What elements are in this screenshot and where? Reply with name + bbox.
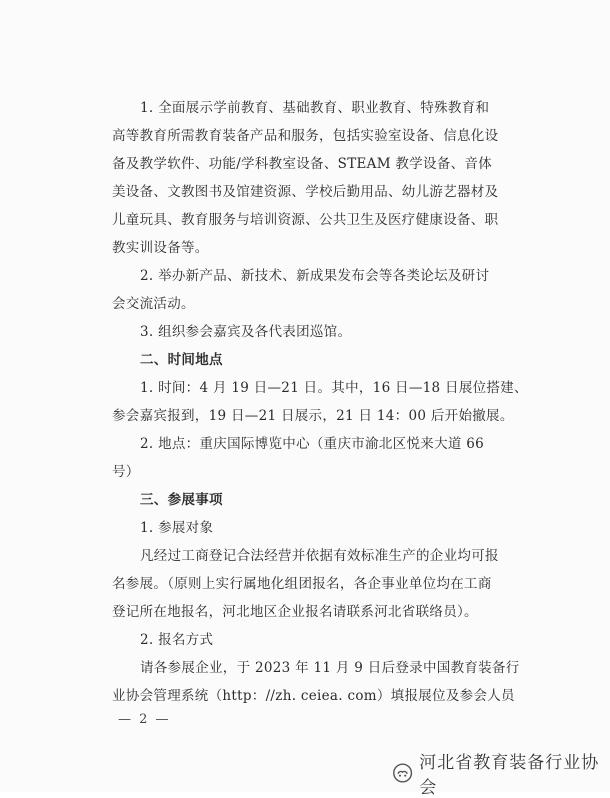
section-heading: 三、参展事项 (140, 492, 223, 508)
text-line: 教实训设备等。 (112, 240, 209, 256)
text-line: 高等教育所需教育装备产品和服务，包括实验室设备、信息化设 (112, 128, 499, 144)
text-line: 2. 报名方式 (140, 632, 214, 648)
text-line: 1. 全面展示学前教育、基础教育、职业教育、特殊教育和 (140, 100, 490, 116)
text-line: 号） (112, 464, 140, 480)
text-line: 1. 时间：4 月 19 日—21 日。其中，16 日—18 日展位搭建、 (140, 380, 528, 396)
section-heading: 二、时间地点 (140, 352, 223, 368)
text-line: 业协会管理系统（http：//zh. ceiea. com）填报展位及参会人员 (112, 688, 515, 704)
text-line: 请各参展企业，于 2023 年 11 月 9 日后登录中国教育装备行 (140, 660, 520, 676)
watermark (392, 748, 610, 798)
text-line: 凡经过工商登记合法经营并依据有效标准生产的企业均可报 (140, 548, 499, 564)
text-line: 名参展。（原则上实行属地化组团报名，各企事业单位均在工商 (112, 576, 492, 592)
text-line: 美设备、文教图书及馆建资源、学校后勤用品、幼儿游艺器材及 (112, 184, 499, 200)
wechat-official-account-icon (392, 762, 413, 784)
text-line: 参会嘉宾报到，19 日—21 日展示，21 日 14：00 后开始撤展。 (112, 408, 514, 424)
text-line: 2. 举办新产品、新技术、新成果发布会等各类论坛及研讨 (140, 268, 490, 284)
text-line: 1. 参展对象 (140, 520, 214, 536)
text-line: 登记所在地报名，河北地区企业报名请联系河北省联络员）。 (112, 604, 478, 620)
text-line: 会交流活动。 (112, 296, 195, 312)
text-line: 2. 地点：重庆国际博览中心（重庆市渝北区悦来大道 66 (140, 436, 485, 452)
text-line: 备及教学软件、功能/学科教室设备、STEAM 教学设备、音体 (112, 156, 493, 172)
page-number: — 2 — (118, 712, 171, 727)
text-line: 儿童玩具、教育服务与培训资源、公共卫生及医疗健康设备、职 (112, 212, 499, 228)
text-line: 3. 组织参会嘉宾及各代表团巡馆。 (140, 324, 352, 340)
watermark-text: 河北省教育装备行业协会 (419, 753, 600, 798)
